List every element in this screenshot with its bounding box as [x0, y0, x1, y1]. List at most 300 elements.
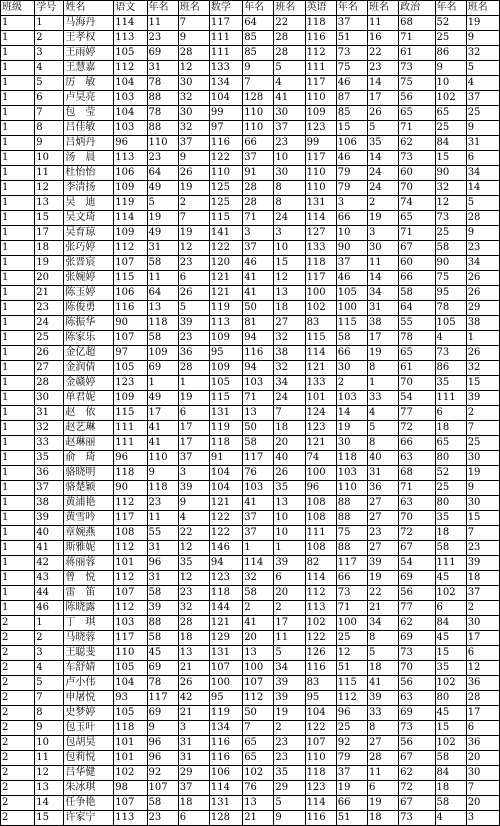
table-cell: 2	[1, 646, 35, 661]
table-cell: 4	[435, 331, 466, 346]
table-cell: 51	[336, 31, 367, 46]
table-cell: 73	[435, 211, 466, 226]
table-cell: 106	[209, 766, 242, 781]
table-cell: 1	[1, 211, 35, 226]
table-cell: 27	[367, 541, 398, 556]
table-cell: 17	[178, 421, 209, 436]
table-cell: 61	[399, 361, 435, 376]
table-cell: 18	[274, 301, 305, 316]
table-cell: 66	[243, 136, 274, 151]
table-row	[1, 691, 500, 706]
table-cell: 125	[209, 181, 242, 196]
table-cell: 118	[305, 16, 336, 31]
table-cell: 10	[274, 511, 305, 526]
table-cell: 115	[336, 316, 367, 331]
table-cell: 118	[114, 721, 147, 736]
table-cell: 37	[274, 121, 305, 136]
table-cell: 34	[274, 661, 305, 676]
table-cell: 2	[336, 376, 367, 391]
table-cell: 9	[147, 466, 178, 481]
table-row	[1, 376, 500, 391]
table-cell: 2	[1, 781, 35, 796]
table-cell: 29	[466, 301, 499, 316]
table-cell: 32	[466, 46, 499, 61]
table-cell: 25	[35, 331, 64, 346]
table-cell: 64	[147, 286, 178, 301]
table-row	[1, 241, 500, 256]
table-cell: 37	[178, 136, 209, 151]
table-cell: 20	[274, 586, 305, 601]
table-cell: 5	[35, 676, 64, 691]
table-cell: 62	[399, 616, 435, 631]
table-cell: 128	[209, 811, 242, 826]
table-cell: 包玉叶	[64, 721, 114, 736]
table-cell: 史梦婷	[64, 706, 114, 721]
table-cell: 23	[147, 811, 178, 826]
table-cell: 10	[274, 241, 305, 256]
table-cell: 1	[1, 406, 35, 421]
table-cell: 109	[114, 181, 147, 196]
table-cell: 18	[178, 631, 209, 646]
table-cell: 金润倩	[64, 361, 114, 376]
table-cell: 30	[35, 391, 64, 406]
table-cell: 陈晓露	[64, 601, 114, 616]
table-cell: 37	[243, 241, 274, 256]
table-cell: 32	[178, 121, 209, 136]
table-cell: 12	[178, 571, 209, 586]
table-cell: 28	[466, 691, 499, 706]
table-cell: 骆晓明	[64, 466, 114, 481]
table-cell: 27	[274, 316, 305, 331]
table-cell: 101	[114, 751, 147, 766]
table-cell: 1	[1, 166, 35, 181]
table-cell: 23	[367, 526, 398, 541]
table-cell: 19	[274, 706, 305, 721]
table-cell: 101	[114, 736, 147, 751]
table-cell: 125	[209, 196, 242, 211]
table-cell: 3	[336, 196, 367, 211]
table-cell: 19	[367, 571, 398, 586]
table-cell: 118	[209, 586, 242, 601]
table-cell: 72	[399, 421, 435, 436]
table-cell: 32	[35, 421, 64, 436]
table-cell: 12	[178, 241, 209, 256]
table-cell: 30	[178, 106, 209, 121]
table-cell: 106	[336, 136, 367, 151]
table-row	[1, 706, 500, 721]
table-row	[1, 736, 500, 751]
table-cell: 87	[336, 91, 367, 106]
table-cell: 15	[466, 511, 499, 526]
table-cell: 105	[435, 316, 466, 331]
table-cell: 78	[147, 106, 178, 121]
table-cell: 17	[178, 436, 209, 451]
table-cell: 102	[435, 736, 466, 751]
table-cell: 23	[147, 151, 178, 166]
column-header: 数学	[209, 1, 242, 16]
table-cell: 37	[178, 781, 209, 796]
table-cell: 52	[435, 466, 466, 481]
table-cell: 65	[399, 346, 435, 361]
table-cell: 15	[435, 721, 466, 736]
table-cell: 70	[399, 511, 435, 526]
table-cell: 1	[1, 361, 35, 376]
table-cell: 1	[1, 76, 35, 91]
table-cell: 33	[367, 391, 398, 406]
table-cell: 1	[1, 481, 35, 496]
table-cell: 40	[274, 451, 305, 466]
table-cell: 37	[466, 586, 499, 601]
table-cell: 吴文琦	[64, 211, 114, 226]
table-cell: 23	[274, 136, 305, 151]
table-cell: 13	[35, 781, 64, 796]
table-row	[1, 136, 500, 151]
table-cell: 73	[399, 61, 435, 76]
table-cell: 103	[336, 466, 367, 481]
table-cell: 131	[209, 406, 242, 421]
column-header: 语文	[114, 1, 147, 16]
table-cell: 32	[274, 331, 305, 346]
table-cell: 115	[209, 211, 242, 226]
table-cell: 11	[147, 511, 178, 526]
table-cell: 15	[435, 646, 466, 661]
table-cell: 100	[305, 466, 336, 481]
table-cell: 36	[466, 676, 499, 691]
table-cell: 2	[466, 601, 499, 616]
table-cell: 99	[209, 106, 242, 121]
table-cell: 1	[1, 526, 35, 541]
table-cell: 31	[35, 406, 64, 421]
table-cell: 104	[209, 481, 242, 496]
table-row	[1, 601, 500, 616]
table-cell: 28	[274, 46, 305, 61]
table-cell: 2	[274, 721, 305, 736]
table-cell: 66	[399, 271, 435, 286]
table-cell: 105	[114, 706, 147, 721]
table-cell: 74	[305, 451, 336, 466]
table-cell: 144	[209, 601, 242, 616]
table-cell: 31	[147, 241, 178, 256]
table-cell: 116	[305, 811, 336, 826]
table-cell: 42	[178, 691, 209, 706]
table-cell: 丁 琪	[64, 616, 114, 631]
table-cell: 51	[336, 811, 367, 826]
table-cell: 8	[367, 721, 398, 736]
table-cell: 65	[435, 106, 466, 121]
table-cell: 116	[209, 736, 242, 751]
table-cell: 96	[147, 736, 178, 751]
table-cell: 18	[466, 571, 499, 586]
table-cell: 82	[305, 556, 336, 571]
table-cell: 106	[114, 166, 147, 181]
table-cell: 37	[243, 511, 274, 526]
table-row	[1, 196, 500, 211]
table-cell: 卢昊亮	[64, 91, 114, 106]
table-cell: 41	[243, 271, 274, 286]
table-cell: 112	[305, 46, 336, 61]
table-cell: 107	[147, 781, 178, 796]
table-cell: 28	[178, 46, 209, 61]
table-cell: 95	[435, 286, 466, 301]
table-cell: 121	[305, 436, 336, 451]
table-cell: 30	[466, 451, 499, 466]
table-cell: 19	[466, 16, 499, 31]
table-cell: 陈振华	[64, 316, 114, 331]
table-cell: 97	[114, 346, 147, 361]
table-cell: 8	[367, 361, 398, 376]
table-cell: 19	[147, 211, 178, 226]
table-cell: 33	[367, 706, 398, 721]
table-cell: 41	[367, 676, 398, 691]
table-row	[1, 481, 500, 496]
table-cell: 15	[35, 211, 64, 226]
table-cell: 131	[305, 196, 336, 211]
table-cell: 78	[435, 301, 466, 316]
table-cell: 32	[178, 91, 209, 106]
table-cell: 35	[435, 661, 466, 676]
table-cell: 10	[35, 736, 64, 751]
table-cell: 131	[209, 796, 242, 811]
table-cell: 78	[147, 76, 178, 91]
table-cell: 任争艳	[64, 796, 114, 811]
table-cell: 30	[466, 616, 499, 631]
table-cell: 15	[35, 811, 64, 826]
table-cell: 7	[243, 76, 274, 91]
table-cell: 110	[209, 166, 242, 181]
table-cell: 9	[466, 481, 499, 496]
table-cell: 105	[336, 286, 367, 301]
table-cell: 114	[243, 556, 274, 571]
table-cell: 98	[114, 781, 147, 796]
table-cell: 2	[1, 676, 35, 691]
table-cell: 141	[209, 226, 242, 241]
table-cell: 24	[274, 211, 305, 226]
table-cell: 58	[147, 331, 178, 346]
column-header: 学号	[35, 1, 64, 16]
table-cell: 3	[367, 226, 398, 241]
table-cell: 9	[178, 151, 209, 166]
table-cell: 109	[209, 331, 242, 346]
table-cell: 2	[1, 616, 35, 631]
table-cell: 36	[178, 346, 209, 361]
table-cell: 90	[336, 241, 367, 256]
table-cell: 110	[147, 451, 178, 466]
table-cell: 67	[399, 751, 435, 766]
table-cell: 39	[178, 316, 209, 331]
table-cell: 5	[178, 301, 209, 316]
table-cell: 9	[178, 31, 209, 46]
table-cell: 64	[243, 16, 274, 31]
table-cell: 56	[399, 736, 435, 751]
table-cell: 66	[336, 211, 367, 226]
table-cell: 73	[336, 46, 367, 61]
table-cell: 10	[274, 526, 305, 541]
table-cell: 85	[336, 106, 367, 121]
table-cell: 117	[305, 151, 336, 166]
table-row	[1, 451, 500, 466]
table-cell: 118	[209, 436, 242, 451]
table-cell: 81	[243, 316, 274, 331]
header-row	[1, 1, 500, 16]
table-cell: 101	[305, 391, 336, 406]
table-cell: 28	[243, 196, 274, 211]
table-cell: 8	[367, 631, 398, 646]
table-cell: 113	[114, 151, 147, 166]
table-cell: 1	[274, 541, 305, 556]
table-cell: 20	[466, 796, 499, 811]
table-cell: 金亿超	[64, 346, 114, 361]
table-cell: 108	[305, 541, 336, 556]
table-cell: 9	[243, 61, 274, 76]
table-cell: 26	[178, 676, 209, 691]
table-cell: 2	[1, 796, 35, 811]
table-cell: 92	[147, 766, 178, 781]
table-cell: 39	[274, 676, 305, 691]
table-cell: 1	[35, 16, 64, 31]
table-cell: 146	[209, 541, 242, 556]
table-cell: 104	[114, 676, 147, 691]
table-cell: 90	[114, 316, 147, 331]
table-cell: 18	[367, 661, 398, 676]
table-cell: 1	[1, 301, 35, 316]
table-cell: 117	[336, 556, 367, 571]
table-row	[1, 631, 500, 646]
table-cell: 28	[367, 751, 398, 766]
table-cell: 58	[399, 286, 435, 301]
table-cell: 95	[305, 691, 336, 706]
table-cell: 1	[1, 466, 35, 481]
table-cell: 109	[147, 346, 178, 361]
table-cell: 44	[35, 586, 64, 601]
table-row	[1, 496, 500, 511]
table-cell: 88	[336, 511, 367, 526]
table-cell: 1	[1, 241, 35, 256]
table-cell: 112	[114, 61, 147, 76]
table-cell: 35	[178, 556, 209, 571]
table-cell: 25	[435, 31, 466, 46]
table-cell: 31	[367, 301, 398, 316]
table-cell: 112	[114, 601, 147, 616]
table-cell: 14	[336, 406, 367, 421]
column-header: 政治	[399, 1, 435, 16]
table-cell: 71	[399, 481, 435, 496]
table-cell: 64	[399, 301, 435, 316]
table-cell: 20	[35, 271, 64, 286]
table-cell: 7	[35, 691, 64, 706]
table-cell: 100	[243, 661, 274, 676]
table-cell: 41	[274, 91, 305, 106]
table-cell: 23	[147, 496, 178, 511]
table-cell: 12	[274, 271, 305, 286]
table-cell: 39	[367, 691, 398, 706]
table-row	[1, 766, 500, 781]
table-cell: 28	[178, 361, 209, 376]
table-cell: 1	[1, 586, 35, 601]
table-cell: 13	[243, 646, 274, 661]
table-cell: 39	[147, 601, 178, 616]
table-cell: 11	[367, 16, 398, 31]
table-cell: 5	[147, 196, 178, 211]
table-cell: 58	[243, 586, 274, 601]
table-cell: 26	[178, 166, 209, 181]
table-cell: 75	[435, 271, 466, 286]
table-cell: 卢小伟	[64, 676, 114, 691]
table-cell: 5	[367, 421, 398, 436]
table-cell: 4	[178, 511, 209, 526]
table-cell: 17	[367, 91, 398, 106]
table-cell: 123	[305, 781, 336, 796]
table-cell: 107	[209, 661, 242, 676]
table-cell: 113	[209, 316, 242, 331]
table-cell: 34	[274, 376, 305, 391]
table-cell: 吴育琼	[64, 226, 114, 241]
table-cell: 45	[435, 706, 466, 721]
table-cell: 15	[274, 256, 305, 271]
table-cell: 23	[178, 331, 209, 346]
table-cell: 3	[35, 46, 64, 61]
table-cell: 96	[305, 481, 336, 496]
table-cell: 114	[305, 211, 336, 226]
table-cell: 71	[336, 601, 367, 616]
table-cell: 22	[274, 16, 305, 31]
table-cell: 71	[399, 226, 435, 241]
table-cell: 86	[435, 46, 466, 61]
table-cell: 3	[274, 226, 305, 241]
table-cell: 65	[243, 736, 274, 751]
table-cell: 1	[1, 256, 35, 271]
table-cell: 24	[367, 181, 398, 196]
table-cell: 108	[114, 526, 147, 541]
table-cell: 1	[1, 436, 35, 451]
table-cell: 56	[399, 586, 435, 601]
table-cell: 100	[336, 301, 367, 316]
column-header: 班名	[367, 1, 398, 16]
table-cell: 4	[367, 406, 398, 421]
table-cell: 1	[1, 346, 35, 361]
table-cell: 58	[147, 256, 178, 271]
table-cell: 9	[466, 226, 499, 241]
table-cell: 8	[367, 436, 398, 451]
table-cell: 4	[435, 811, 466, 826]
table-cell: 19	[178, 181, 209, 196]
table-cell: 123	[114, 376, 147, 391]
table-cell: 吕华健	[64, 766, 114, 781]
table-cell: 20	[243, 631, 274, 646]
table-cell: 39	[274, 556, 305, 571]
table-cell: 27	[35, 361, 64, 376]
table-cell: 包胡昊	[64, 736, 114, 751]
table-cell: 王雨婷	[64, 46, 114, 61]
table-cell: 28	[243, 181, 274, 196]
table-cell: 6	[274, 571, 305, 586]
table-cell: 单君妮	[64, 391, 114, 406]
table-cell: 5	[466, 61, 499, 76]
table-cell: 117	[243, 451, 274, 466]
table-cell: 41	[147, 436, 178, 451]
table-cell: 111	[305, 526, 336, 541]
table-cell: 112	[114, 571, 147, 586]
table-cell: 1	[1, 151, 35, 166]
table-cell: 12	[35, 181, 64, 196]
table-cell: 121	[209, 271, 242, 286]
table-cell: 1	[1, 451, 35, 466]
table-cell: 110	[114, 646, 147, 661]
table-row	[1, 466, 500, 481]
table-cell: 2	[1, 631, 35, 646]
table-cell: 1	[243, 541, 274, 556]
table-cell: 2	[466, 406, 499, 421]
table-cell: 43	[35, 571, 64, 586]
